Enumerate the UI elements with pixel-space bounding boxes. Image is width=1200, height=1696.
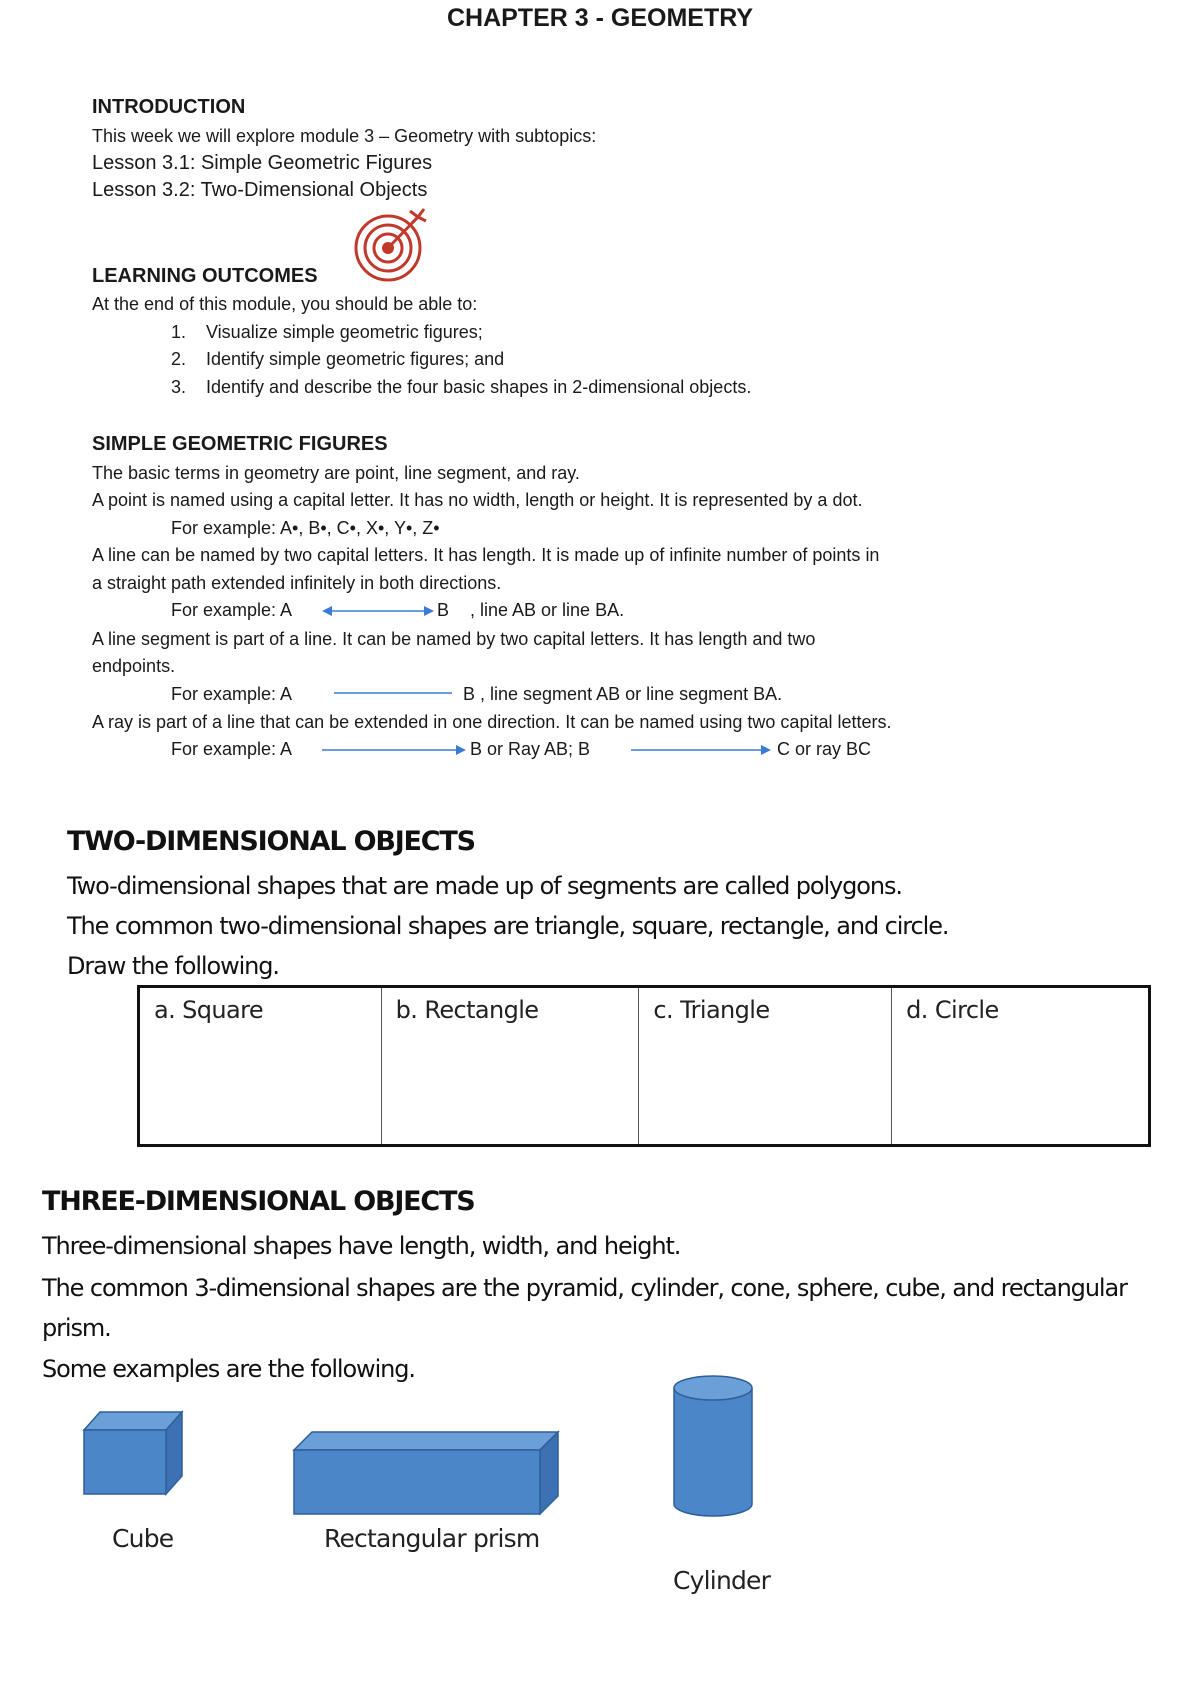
cube-figure [82,1408,184,1496]
ray-example-name: C or ray BC [777,739,872,759]
two-dimensional-text: Two-dimensional shapes that are made up of segments are called polygons. [67,872,902,900]
ray-example-name: B or Ray AB; B [470,739,591,759]
cylinder-figure [670,1374,756,1520]
line-segment-icon [334,686,454,700]
lesson-item: Lesson 3.1: Simple Geometric Figures [92,152,433,174]
line-text: A line can be named by two capital letters. It has length. It is made up of infinite number of points in [92,545,880,565]
two-dimensional-text: The common two-dimensional shapes are triangle, square, rectangle, and circle. [67,912,949,940]
learning-outcomes-heading: LEARNING OUTCOMES [92,265,318,287]
line-arrow-icon [322,603,434,619]
cell-label: a. Square [154,996,264,1024]
outcome-number: 3. [171,377,187,397]
page-title: CHAPTER 3 - GEOMETRY [446,4,754,32]
line-example-point: B [437,600,450,620]
drawing-cell-square[interactable] [139,987,382,1146]
drawing-table [137,985,1151,1147]
three-dimensional-heading: THREE-DIMENSIONAL OBJECTS [42,1186,475,1217]
drawing-cell-rectangle[interactable] [381,987,639,1146]
drawing-cell-circle[interactable] [892,987,1150,1146]
three-dimensional-text: Three-dimensional shapes have length, width, and height. [42,1232,681,1260]
segment-example-name: B , line segment AB or line segment BA. [463,684,783,704]
shape-label-rectangular-prism: Rectangular prism [324,1524,540,1553]
ray-example-label: For example: A [171,739,293,759]
segment-example-label: For example: A [171,684,293,704]
draw-instruction: Draw the following. [67,952,279,980]
point-example: For example: A•, B•, C•, X•, Y•, Z• [171,518,440,538]
ray-arrow-icon [322,742,466,758]
outcome-number: 2. [171,349,187,369]
simple-figures-heading: SIMPLE GEOMETRIC FIGURES [92,433,388,455]
drawing-cell-triangle[interactable] [639,987,892,1146]
line-text: a straight path extended infinitely in both directions. [92,573,502,593]
outcome-number: 1. [171,322,187,342]
basic-terms-text: The basic terms in geometry are point, line segment, and ray. [92,463,580,483]
cell-label: c. Triangle [653,996,770,1024]
point-text: A point is named using a capital letter. It has no width, length or height. It is represented by a dot. [92,490,863,510]
ray-text: A ray is part of a line that can be extended in one direction. It can be named using two capital letters. [92,712,892,732]
learning-outcomes-intro: At the end of this module, you should be able to: [92,294,478,314]
three-dimensional-text: The common 3-dimensional shapes are the pyramid, cylinder, cone, sphere, cube, and rectangular [42,1274,1127,1302]
ray-arrow-icon [631,742,771,758]
cell-label: b. Rectangle [395,996,539,1024]
line-example-name: , line AB or line BA. [470,600,625,620]
segment-text: endpoints. [92,656,176,676]
examples-intro: Some examples are the following. [42,1355,415,1383]
outcome-text: Visualize simple geometric figures; [206,322,483,342]
line-example-label: For example: A [171,600,293,620]
cell-label: d. Circle [906,996,999,1024]
introduction-heading: INTRODUCTION [92,96,246,118]
shape-label-cube: Cube [112,1524,174,1553]
three-dimensional-text: prism. [42,1314,111,1342]
target-icon [350,205,430,285]
outcome-text: Identify and describe the four basic shapes in 2-dimensional objects. [206,377,752,397]
rectangular-prism-figure [292,1428,560,1516]
introduction-text: This week we will explore module 3 – Geometry with subtopics: [92,126,597,146]
shape-label-cylinder: Cylinder [673,1566,771,1595]
lesson-item: Lesson 3.2: Two-Dimensional Objects [92,179,428,201]
outcome-text: Identify simple geometric figures; and [206,349,505,369]
two-dimensional-heading: TWO-DIMENSIONAL OBJECTS [67,826,475,857]
segment-text: A line segment is part of a line. It can be named by two capital letters. It has length and two [92,629,816,649]
